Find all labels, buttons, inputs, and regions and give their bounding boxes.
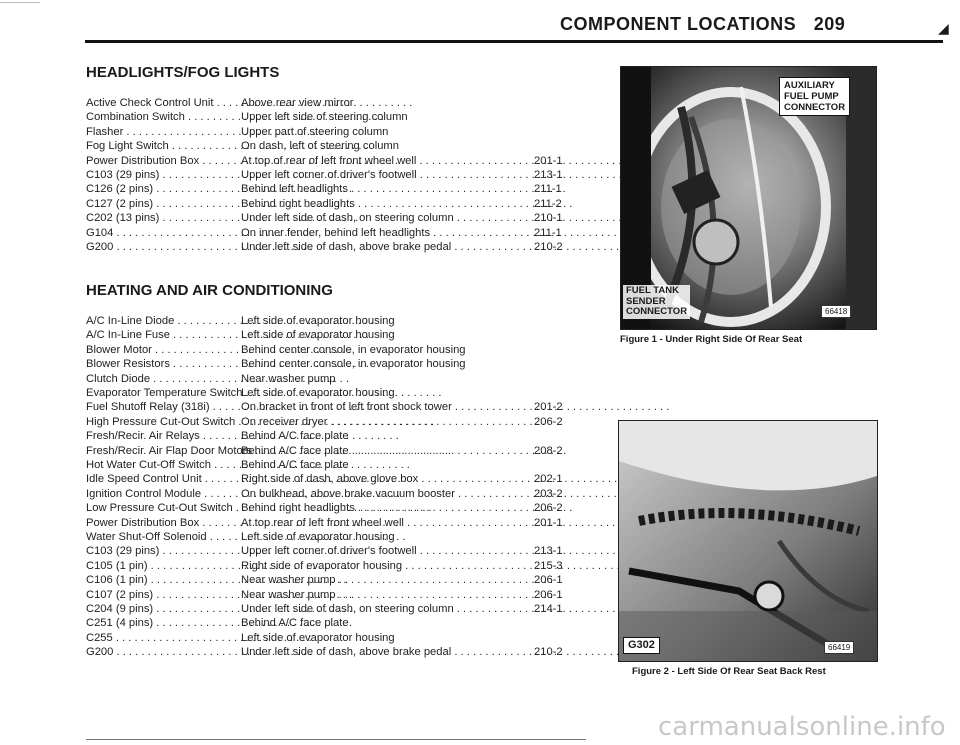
table-row [86, 226, 566, 241]
table-row [86, 573, 566, 588]
component-location: Behind A/C face plate . . . [241, 444, 531, 459]
component-location: Under left side of dash, above brake pedal . . . [241, 240, 531, 255]
fuel-tank-sender-label [623, 285, 690, 319]
table-row [86, 602, 566, 617]
table-row [86, 544, 566, 559]
table-row [86, 125, 566, 140]
figure-reference: 210-1 [534, 212, 563, 225]
component-name: Water Shut-Off Solenoid . . . [86, 530, 224, 545]
table-row [86, 429, 566, 444]
section-heading-headlights: HEADLIGHTS/FOG LIGHTS [86, 64, 280, 81]
corner-rule [0, 2, 40, 3]
component-name: C127 (2 pins) . . . [86, 197, 224, 212]
component-location: Behind center console, in evaporator housing [241, 358, 466, 371]
table-row [86, 96, 566, 111]
component-name: C103 (29 pins) . . . [86, 544, 224, 559]
table-row [86, 154, 566, 169]
table-row [86, 139, 566, 154]
figure-reference: 210-2 [534, 241, 563, 253]
component-name: Power Distribution Box . . . [86, 154, 224, 169]
component-name: C106 (1 pin) . . . [86, 573, 224, 588]
figure-reference: 215-3 [534, 559, 563, 572]
component-name: Combination Switch . . . [86, 110, 224, 125]
watermark: carmanualsonline.info [658, 712, 946, 742]
table-row [86, 328, 566, 343]
figure-2-photo [618, 420, 878, 662]
photo-number: 66418 [821, 305, 851, 318]
component-location: Behind left headlights . . . [241, 182, 531, 197]
component-name: G104 . . . [86, 226, 224, 241]
figure-reference: 206-2 [534, 415, 563, 428]
component-name: C202 (13 pins) . . . [86, 211, 224, 226]
figure-reference: 210-2 [534, 646, 563, 659]
label-line: CONNECTOR [784, 102, 846, 113]
component-location: Right side of dash, above glove box . . . [241, 472, 531, 487]
label-line: FUEL PUMP [784, 91, 839, 102]
figure-reference: 214-1 [534, 603, 563, 615]
table-row [86, 530, 566, 545]
component-name: Idle Speed Control Unit . . . [86, 472, 224, 487]
component-location: Left side of evaporator housing [241, 387, 395, 399]
component-location: On bracket in front of left front shock tower . . . [241, 400, 531, 415]
component-location: Upper left side of steering column [241, 111, 408, 124]
component-name: Low Pressure Cut-Out Switch . . . [86, 501, 224, 516]
component-name: Hot Water Cut-Off Switch . . . [86, 458, 224, 473]
component-location: Left side of evaporator housing [241, 631, 395, 644]
component-location: Left side of evaporator housing [241, 315, 395, 327]
figure-reference: 203-2 [534, 487, 563, 500]
table-row [86, 472, 566, 487]
page-corner-arrow-icon: ◢ [938, 20, 949, 36]
component-location: Left side of evaporator housing [241, 329, 395, 342]
table-row [86, 487, 566, 502]
bottom-rule [86, 739, 586, 740]
page-number: 209 [813, 14, 846, 34]
label-line: FUEL TANK [626, 285, 679, 296]
table-row [86, 372, 566, 387]
table-row [86, 559, 566, 574]
component-location: Upper left corner of driver's footwell . . . [241, 544, 531, 559]
table-row [86, 314, 566, 329]
component-name: Fog Light Switch . . . [86, 139, 224, 154]
g302-label: G302 [623, 637, 660, 654]
figure-reference: 201-2 [534, 401, 563, 414]
table-row [86, 444, 566, 459]
component-location: Under left side of dash, on steering column . . . [241, 602, 531, 617]
component-name: G200 . . . [86, 240, 224, 255]
component-name: Clutch Diode . . . [86, 372, 224, 387]
component-location: On bulkhead, above brake vacuum booster . . . [241, 487, 531, 502]
component-name: Ignition Control Module . . . [86, 487, 224, 502]
figure-reference: 206-1 [534, 574, 563, 587]
component-name: C251 (4 pins) . . . [86, 616, 224, 631]
figure-reference: 202-1 [534, 473, 563, 486]
table-row [86, 110, 566, 125]
auxiliary-fuel-pump-label [779, 77, 850, 116]
component-name: Evaporator Temperature Switch . . . [86, 386, 224, 401]
component-location: On receiver dryer . . . [241, 415, 531, 430]
table-row [86, 645, 566, 660]
figure-reference: 208-2 [534, 444, 563, 457]
table-row [86, 182, 566, 197]
table-row [86, 386, 566, 401]
label-line: AUXILIARY [784, 80, 835, 91]
component-location: Right side of evaporator housing . . . [241, 559, 531, 574]
table-row [86, 516, 566, 531]
header-rule [85, 40, 943, 43]
table-row [86, 501, 566, 516]
table-row [86, 357, 566, 372]
section-heading-hvac: HEATING AND AIR CONDITIONING [86, 282, 333, 299]
component-location: Behind right headlights . . . [241, 197, 531, 212]
table-row [86, 343, 566, 358]
figure-reference: 206-2 [534, 502, 563, 515]
figure-2-caption: Figure 2 - Left Side Of Rear Seat Back Rest [632, 666, 826, 677]
component-name: C255 . . . [86, 631, 224, 646]
component-location: Behind A/C face plate [241, 617, 349, 630]
component-name: C107 (2 pins) . . . [86, 588, 224, 603]
component-location: Under left side of dash, above brake pedal . . . [241, 645, 531, 660]
component-location: Left side of evaporator housing [241, 531, 395, 543]
table-row [86, 415, 566, 430]
component-name: Blower Motor . . . [86, 343, 224, 358]
component-name: High Pressure Cut-Out Switch . . . [86, 415, 224, 430]
table-row [86, 400, 566, 415]
table-row [86, 197, 566, 212]
component-location: At top rear of left front wheel well . . . [241, 516, 531, 531]
component-location: On dash, left of steering column [241, 140, 399, 153]
component-name: Active Check Control Unit . . . [86, 96, 224, 111]
component-location: On inner fender, behind left headlights . . . [241, 226, 531, 241]
figure-reference: 206-1 [534, 588, 563, 601]
label-line: CONNECTOR [626, 306, 688, 317]
component-name: C103 (29 pins) . . . [86, 168, 224, 183]
component-name: Fresh/Recir. Air Relays . . . [86, 429, 224, 444]
component-location: Above rear view mirror [241, 97, 354, 109]
figure-1-caption: Figure 1 - Under Right Side Of Rear Seat [620, 334, 803, 345]
component-location: Behind A/C face plate [241, 430, 349, 443]
figure-reference: 201-1 [534, 516, 563, 529]
component-name: C204 (9 pins) . . . [86, 602, 224, 617]
page-header [560, 14, 845, 35]
figure-reference: 213-1 [534, 169, 563, 181]
component-name: C105 (1 pin) . . . [86, 559, 224, 574]
component-location: Behind A/C face plate [241, 459, 349, 471]
figure-reference: 211-1 [534, 183, 562, 196]
figure-1-photo [620, 66, 877, 330]
component-name: Blower Resistors . . . [86, 357, 224, 372]
table-row [86, 616, 566, 631]
table-row [86, 240, 566, 255]
component-name: Flasher . . . [86, 125, 224, 140]
header-title: COMPONENT LOCATIONS [560, 14, 797, 34]
component-name: C126 (2 pins) . . . [86, 182, 224, 197]
table-row [86, 588, 566, 603]
table-row [86, 211, 566, 226]
component-name: A/C In-Line Fuse . . . [86, 328, 224, 343]
component-location: Under left side of dash, on steering column . . . [241, 211, 531, 226]
component-name: Fuel Shutoff Relay (318i) . . . [86, 400, 224, 415]
component-name: G200 . . . [86, 645, 224, 660]
component-location: Upper left corner of driver's footwell . . . [241, 168, 531, 183]
figure-reference: 213-1 [534, 545, 563, 558]
component-location: Near washer pump . . . [241, 588, 531, 603]
photo-number: 66419 [824, 641, 854, 654]
table-row [86, 458, 566, 473]
component-name: Power Distribution Box . . . [86, 516, 224, 531]
label-line: SENDER [626, 295, 666, 307]
component-location: Near washer pump [241, 372, 336, 385]
figure-reference: 201-1 [534, 154, 563, 167]
component-location: At top of rear of left front wheel well . . . [241, 154, 531, 169]
component-name: A/C In-Line Diode . . . [86, 314, 224, 329]
component-name: Fresh/Recir. Air Flap Door Motors . . . [86, 444, 224, 459]
figure-reference: 211-2 [534, 197, 562, 210]
table-row [86, 631, 566, 646]
component-location: Near washer pump . . . [241, 573, 531, 588]
component-location: Upper part of steering column [241, 125, 389, 138]
component-location: Behind right headlights . . . [241, 501, 531, 516]
figure-reference: 211-1 [534, 226, 562, 239]
component-location: Behind center console, in evaporator housing [241, 343, 466, 356]
table-row [86, 168, 566, 183]
